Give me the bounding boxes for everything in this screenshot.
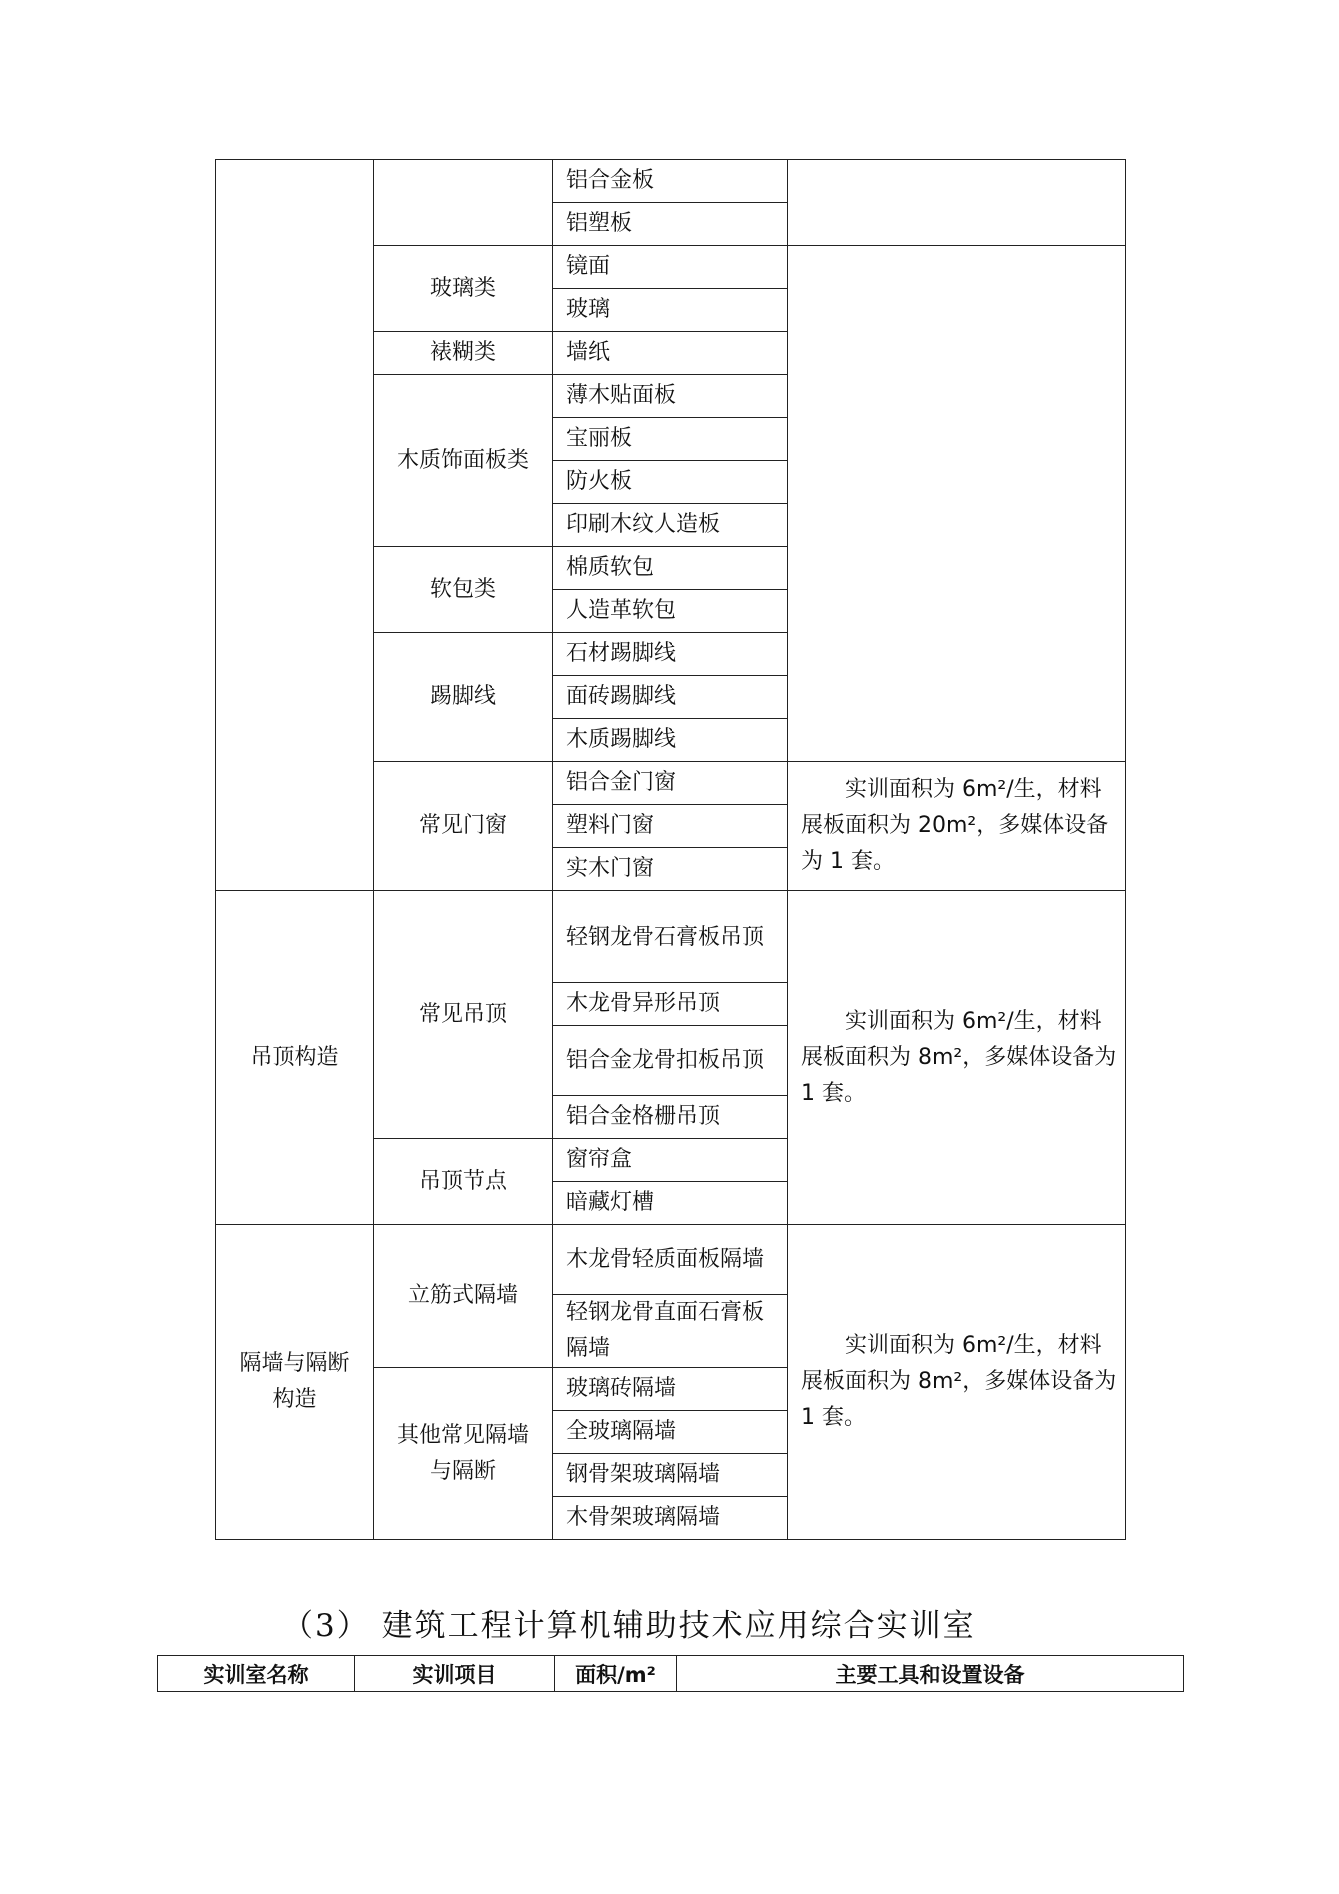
table-row [216, 891, 1126, 983]
item-cell: 铝合金板 [553, 160, 788, 203]
header-row [158, 1656, 1184, 1692]
subcategory-cell: 吊顶节点 [374, 1139, 553, 1225]
subcategory-cell: 其他常见隔墙与隔断 [374, 1368, 553, 1540]
item-cell: 轻钢龙骨石膏板吊顶 [553, 891, 788, 983]
item-cell: 铝合金门窗 [553, 762, 788, 805]
header-cell-room-name: 实训室名称 [158, 1656, 355, 1692]
item-cell: 塑料门窗 [553, 805, 788, 848]
item-cell: 人造革软包 [553, 590, 788, 633]
note-cell: 实训面积为 6m²/生，材料展板面积为 8m²，多媒体设备为 1 套。 [788, 1225, 1126, 1540]
item-cell: 轻钢龙骨直面石膏板隔墙 [553, 1295, 788, 1368]
item-cell: 印刷木纹人造板 [553, 504, 788, 547]
subcategory-cell: 立筋式隔墙 [374, 1225, 553, 1368]
subcategory-cell: 玻璃类 [374, 246, 553, 332]
item-cell: 玻璃 [553, 289, 788, 332]
header-cell-area: 面积/m² [555, 1656, 677, 1692]
item-cell: 木龙骨轻质面板隔墙 [553, 1225, 788, 1295]
note-cell [788, 246, 1126, 762]
item-cell: 木骨架玻璃隔墙 [553, 1497, 788, 1540]
item-cell: 镜面 [553, 246, 788, 289]
category-cell [216, 160, 374, 891]
item-cell: 窗帘盒 [553, 1139, 788, 1182]
subcategory-cell: 常见门窗 [374, 762, 553, 891]
table-row [216, 160, 1126, 203]
subcategory-cell [374, 160, 553, 246]
item-cell: 石材踢脚线 [553, 633, 788, 676]
item-cell: 宝丽板 [553, 418, 788, 461]
item-cell: 防火板 [553, 461, 788, 504]
subcategory-cell: 常见吊顶 [374, 891, 553, 1139]
category-cell: 吊顶构造 [216, 891, 374, 1225]
note-cell: 实训面积为 6m²/生，材料展板面积为 8m²，多媒体设备为 1 套。 [788, 891, 1126, 1225]
item-cell: 玻璃砖隔墙 [553, 1368, 788, 1411]
item-cell: 铝合金龙骨扣板吊顶 [553, 1026, 788, 1096]
subcategory-cell: 木质饰面板类 [374, 375, 553, 547]
item-cell: 面砖踢脚线 [553, 676, 788, 719]
subcategory-cell: 裱糊类 [374, 332, 553, 375]
item-cell: 钢骨架玻璃隔墙 [553, 1454, 788, 1497]
subcategory-cell: 软包类 [374, 547, 553, 633]
item-cell: 薄木贴面板 [553, 375, 788, 418]
header-cell-equipment: 主要工具和设置设备 [677, 1656, 1184, 1692]
item-cell: 木龙骨异形吊顶 [553, 983, 788, 1026]
subcategory-cell: 踢脚线 [374, 633, 553, 762]
note-cell [788, 160, 1126, 246]
table-row [216, 1225, 1126, 1295]
note-cell: 实训面积为 6m²/生，材料展板面积为 20m²，多媒体设备为 1 套。 [788, 762, 1126, 891]
item-cell: 铝塑板 [553, 203, 788, 246]
item-cell: 木质踢脚线 [553, 719, 788, 762]
item-cell: 棉质软包 [553, 547, 788, 590]
item-cell: 暗藏灯槽 [553, 1182, 788, 1225]
section-title: （3） 建筑工程计算机辅助技术应用综合实训室 [282, 1608, 976, 1644]
next-table-header [157, 1655, 1184, 1692]
training-room-table [215, 159, 1126, 1540]
item-cell: 全玻璃隔墙 [553, 1411, 788, 1454]
item-cell: 实木门窗 [553, 848, 788, 891]
item-cell: 铝合金格栅吊顶 [553, 1096, 788, 1139]
category-cell: 隔墙与隔断构造 [216, 1225, 374, 1540]
item-cell: 墙纸 [553, 332, 788, 375]
header-cell-project: 实训项目 [355, 1656, 555, 1692]
